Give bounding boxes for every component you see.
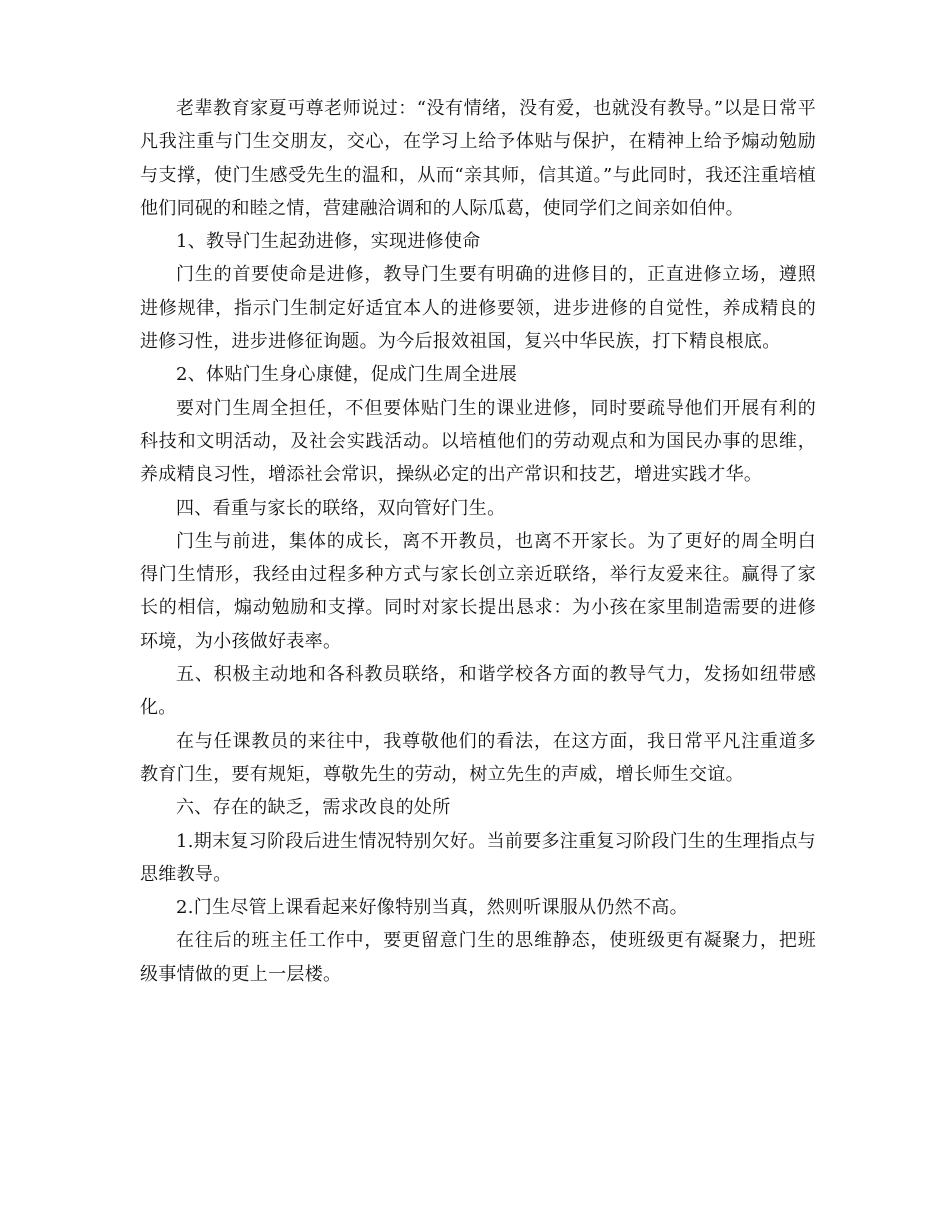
paragraph-shortcoming-1: 1.期末复习阶段后进生情况特别欠好。当前要多注重复习阶段门生的生理指点与思维教导。 bbox=[140, 830, 816, 885]
heading-section-4: 四、看重与家长的联络，双向管好门生。 bbox=[176, 497, 506, 519]
paragraph-teachers: 在与任课教员的来往中，我尊敬他们的看法，在这方面，我日常平凡注重道多教育门生，要有规矩，尊敬先生的劳动，树立先生的声威，增长师生交谊。 bbox=[140, 730, 816, 785]
paragraph-parents: 门生与前进，集体的成长，离不开教员，也离不开家长。为了更好的周全明白得门生情形，我经由过程多种方式与家长创立亲近联络，举行友爱来往。赢得了家长的相信，煽动勉励和支撑。同时对家长提出恳求：为小孩在家里制造需要的进修环境，为小孩做好表率。 bbox=[140, 530, 816, 652]
paragraph-intro: 老辈教育家夏丏尊老师说过：“没有情绪，没有爱，也就没有教导。”以是日常平凡我注重与门生交朋友，交心，在学习上给予体贴与保护，在精神上给予煽动勉励与支撑，使门生感受先生的温和，从而“亲其师，信其道。”与此同时，我还注重培植他们同砚的和睦之情，营建融洽调和的人际瓜葛，使同学们之间亲如伯仲。 bbox=[140, 98, 816, 219]
heading-section-5: 五、积极主动地和各科教员联络，和谐学校各方面的教导气力，发扬如纽带感化。 bbox=[140, 664, 816, 719]
paragraph-development: 要对门生周全担任，不但要体贴门生的课业进修，同时要疏导他们开展有利的科技和文明活动，及社会实践活动。以培植他们的劳动观点和为国民办事的思维，养成精良习性，增添社会常识，操纵必定的出产常识和技艺，增进实践才华。 bbox=[140, 397, 816, 486]
heading-item-1: 1、教导门生起劲进修，实现进修使命 bbox=[176, 231, 481, 253]
paragraph-shortcoming-2: 2.门生尽管上课看起来好像特别当真，然则听课服从仍然不高。 bbox=[176, 897, 688, 919]
document-body bbox=[140, 92, 816, 991]
heading-section-6: 六、存在的缺乏，需求改良的处所 bbox=[176, 797, 451, 819]
heading-item-2: 2、体贴门生身心康健，促成门生周全进展 bbox=[176, 364, 518, 386]
paragraph-conclusion: 在往后的班主任工作中，要更留意门生的思维静态，使班级更有凝聚力，把班级事情做的更上一层楼。 bbox=[140, 930, 816, 985]
paragraph-study: 门生的首要使命是进修，教导门生要有明确的进修目的，正直进修立场，遵照进修规律，指示门生制定好适宜本人的进修要领，进步进修的自觉性，养成精良的进修习性，进步进修征询题。为今后报效祖国，复兴中华民族，打下精良根底。 bbox=[140, 264, 816, 353]
